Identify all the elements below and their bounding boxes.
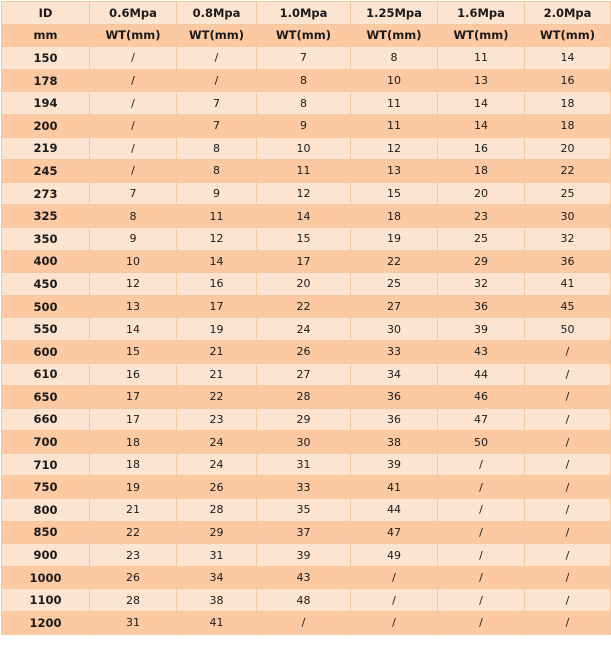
wall-thickness-cell: 7 [177,114,257,137]
wall-thickness-cell: 46 [438,386,525,409]
table-row [2,408,611,431]
header-row-pressure [2,2,611,25]
wall-thickness-cell: 25 [525,182,611,205]
wall-thickness-cell: 30 [257,431,351,454]
wall-thickness-cell: 41 [351,476,438,499]
wall-thickness-cell: 15 [257,227,351,250]
wall-thickness-cell: 24 [177,453,257,476]
wall-thickness-cell: 31 [177,544,257,567]
wall-thickness-cell: / [438,612,525,635]
row-id-cell: 850 [2,521,90,544]
wall-thickness-cell: 9 [257,114,351,137]
row-id-cell: 219 [2,137,90,160]
header-unit-wt: WT(mm) [438,24,525,47]
wall-thickness-cell: 7 [257,47,351,70]
wall-thickness-cell: / [438,544,525,567]
header-unit-wt: WT(mm) [351,24,438,47]
wall-thickness-cell: / [90,114,177,137]
wall-thickness-cell: 33 [257,476,351,499]
row-id-cell: 400 [2,250,90,273]
wall-thickness-cell: 21 [90,499,177,522]
wall-thickness-cell: 16 [438,137,525,160]
row-id-cell: 700 [2,431,90,454]
wall-thickness-cell: 11 [351,92,438,115]
wall-thickness-cell: / [257,612,351,635]
row-id-cell: 350 [2,227,90,250]
wall-thickness-cell: 34 [177,566,257,589]
row-id-cell: 150 [2,47,90,70]
wall-thickness-cell: 7 [90,182,177,205]
row-id-cell: 245 [2,160,90,183]
wall-thickness-cell: / [351,589,438,612]
wall-thickness-cell: 47 [438,408,525,431]
wall-thickness-cell: 50 [438,431,525,454]
wall-thickness-cell: / [525,431,611,454]
header-pressure-1-0: 1.0Mpa [257,2,351,25]
wall-thickness-cell: / [90,92,177,115]
wall-thickness-cell: 25 [438,227,525,250]
wall-thickness-cell: 28 [90,589,177,612]
header-pressure-0-8: 0.8Mpa [177,2,257,25]
row-id-cell: 650 [2,386,90,409]
wall-thickness-cell: 33 [351,340,438,363]
wall-thickness-cell: 17 [90,386,177,409]
table-row [2,499,611,522]
wall-thickness-cell: / [525,589,611,612]
wall-thickness-cell: 19 [177,318,257,341]
table-row [2,295,611,318]
table-row [2,182,611,205]
wall-thickness-cell: 22 [351,250,438,273]
wall-thickness-cell: 8 [177,137,257,160]
wall-thickness-cell: 44 [351,499,438,522]
wall-thickness-cell: 14 [438,114,525,137]
wall-thickness-cell: 18 [90,453,177,476]
row-id-cell: 1100 [2,589,90,612]
wall-thickness-cell: 35 [257,499,351,522]
wall-thickness-cell: 11 [438,47,525,70]
wall-thickness-cell: / [438,499,525,522]
wall-thickness-cell: 29 [177,521,257,544]
table-row [2,521,611,544]
wall-thickness-cell: 39 [351,453,438,476]
wall-thickness-cell: 18 [90,431,177,454]
row-id-cell: 710 [2,453,90,476]
wall-thickness-cell: 39 [257,544,351,567]
table-row [2,273,611,296]
wall-thickness-cell: 23 [177,408,257,431]
wall-thickness-cell: / [525,340,611,363]
table-row [2,544,611,567]
wall-thickness-cell: / [351,612,438,635]
wall-thickness-cell: 36 [525,250,611,273]
wall-thickness-cell: 50 [525,318,611,341]
wall-thickness-cell: 12 [257,182,351,205]
wall-thickness-cell: 12 [351,137,438,160]
wall-thickness-cell: / [438,589,525,612]
wall-thickness-cell: / [525,408,611,431]
wall-thickness-cell: 22 [257,295,351,318]
wall-thickness-cell: 20 [525,137,611,160]
header-row-units [2,24,611,47]
wall-thickness-cell: 41 [177,612,257,635]
wall-thickness-cell: 11 [177,205,257,228]
wall-thickness-cell: 17 [257,250,351,273]
wall-thickness-cell: / [90,160,177,183]
wall-thickness-cell: 30 [351,318,438,341]
table-row [2,612,611,635]
wall-thickness-cell: 22 [525,160,611,183]
wall-thickness-cell: 27 [257,363,351,386]
row-id-cell: 325 [2,205,90,228]
table-row [2,227,611,250]
wall-thickness-cell: / [351,566,438,589]
table-body [2,47,611,634]
wall-thickness-cell: 25 [351,273,438,296]
wall-thickness-cell: 43 [438,340,525,363]
table-row [2,431,611,454]
row-id-cell: 200 [2,114,90,137]
header-pressure-1-6: 1.6Mpa [438,2,525,25]
wall-thickness-cell: / [525,499,611,522]
table-header [2,2,611,47]
wall-thickness-cell: 45 [525,295,611,318]
wall-thickness-cell: 8 [351,47,438,70]
row-id-cell: 900 [2,544,90,567]
wall-thickness-cell: / [525,386,611,409]
wall-thickness-cell: / [438,566,525,589]
wall-thickness-cell: 32 [525,227,611,250]
wall-thickness-cell: 13 [90,295,177,318]
wall-thickness-cell: 17 [177,295,257,318]
table-row [2,250,611,273]
wall-thickness-cell: 30 [525,205,611,228]
header-unit-wt: WT(mm) [525,24,611,47]
row-id-cell: 178 [2,69,90,92]
header-pressure-2-0: 2.0Mpa [525,2,611,25]
wall-thickness-cell: 26 [90,566,177,589]
table-row [2,47,611,70]
table-row [2,114,611,137]
wall-thickness-cell: 26 [177,476,257,499]
wall-thickness-cell: 8 [257,92,351,115]
wall-thickness-cell: 16 [90,363,177,386]
wall-thickness-cell: 11 [257,160,351,183]
wall-thickness-cell: 28 [257,386,351,409]
row-id-cell: 450 [2,273,90,296]
wall-thickness-cell: / [525,476,611,499]
row-id-cell: 500 [2,295,90,318]
wall-thickness-cell: 38 [351,431,438,454]
row-id-cell: 1000 [2,566,90,589]
wall-thickness-cell: 8 [177,160,257,183]
wall-thickness-cell: 14 [438,92,525,115]
header-pressure-0-6: 0.6Mpa [90,2,177,25]
wall-thickness-cell: 17 [90,408,177,431]
table-row [2,69,611,92]
wall-thickness-cell: 18 [438,160,525,183]
wall-thickness-cell: 37 [257,521,351,544]
wall-thickness-cell: 36 [351,386,438,409]
wall-thickness-cell: 16 [177,273,257,296]
table-row [2,340,611,363]
wall-thickness-cell: / [90,69,177,92]
table-row [2,160,611,183]
wall-thickness-cell: 44 [438,363,525,386]
header-unit-wt: WT(mm) [177,24,257,47]
row-id-cell: 194 [2,92,90,115]
wall-thickness-cell: 8 [90,205,177,228]
row-id-cell: 550 [2,318,90,341]
row-id-cell: 660 [2,408,90,431]
header-unit-mm: mm [2,24,90,47]
table-row [2,453,611,476]
wall-thickness-cell: 18 [351,205,438,228]
wall-thickness-cell: 21 [177,363,257,386]
table-row [2,205,611,228]
header-unit-wt: WT(mm) [257,24,351,47]
wall-thickness-cell: 31 [90,612,177,635]
wall-thickness-cell: / [525,612,611,635]
header-id: ID [2,2,90,25]
wall-thickness-cell: / [525,521,611,544]
wall-thickness-table [1,1,611,635]
wall-thickness-cell: 7 [177,92,257,115]
wall-thickness-cell: 31 [257,453,351,476]
wall-thickness-cell: 34 [351,363,438,386]
table-row [2,589,611,612]
wall-thickness-cell: / [525,453,611,476]
wall-thickness-cell: 10 [257,137,351,160]
wall-thickness-cell: 12 [177,227,257,250]
table-row [2,137,611,160]
wall-thickness-cell: 15 [90,340,177,363]
wall-thickness-cell: 9 [177,182,257,205]
table-row [2,386,611,409]
wall-thickness-cell: 13 [438,69,525,92]
wall-thickness-cell: / [177,69,257,92]
wall-thickness-cell: / [438,453,525,476]
header-pressure-1-25: 1.25Mpa [351,2,438,25]
wall-thickness-cell: 13 [351,160,438,183]
row-id-cell: 750 [2,476,90,499]
wall-thickness-cell: / [525,544,611,567]
wall-thickness-cell: 9 [90,227,177,250]
table-row [2,92,611,115]
wall-thickness-cell: / [90,47,177,70]
wall-thickness-cell: 41 [525,273,611,296]
wall-thickness-cell: 10 [90,250,177,273]
row-id-cell: 1200 [2,612,90,635]
header-unit-wt: WT(mm) [90,24,177,47]
row-id-cell: 600 [2,340,90,363]
wall-thickness-cell: 11 [351,114,438,137]
wall-thickness-cell: 26 [257,340,351,363]
table-row [2,318,611,341]
wall-thickness-cell: / [90,137,177,160]
wall-thickness-cell: 22 [90,521,177,544]
wall-thickness-cell: 48 [257,589,351,612]
wall-thickness-cell: / [438,521,525,544]
wall-thickness-cell: 43 [257,566,351,589]
wall-thickness-cell: 23 [90,544,177,567]
wall-thickness-cell: 16 [525,69,611,92]
wall-thickness-cell: 18 [525,114,611,137]
table-row [2,566,611,589]
row-id-cell: 610 [2,363,90,386]
wall-thickness-cell: 32 [438,273,525,296]
wall-thickness-cell: 36 [351,408,438,431]
wall-thickness-cell: 14 [177,250,257,273]
wall-thickness-cell: 24 [257,318,351,341]
wall-thickness-cell: 29 [438,250,525,273]
wall-thickness-cell: 14 [90,318,177,341]
wall-thickness-cell: / [177,47,257,70]
wall-thickness-cell: 14 [257,205,351,228]
wall-thickness-cell: 8 [257,69,351,92]
wall-thickness-cell: 22 [177,386,257,409]
wall-thickness-cell: / [438,476,525,499]
table-row [2,476,611,499]
wall-thickness-cell: 39 [438,318,525,341]
wall-thickness-cell: / [525,363,611,386]
wall-thickness-cell: 19 [90,476,177,499]
wall-thickness-cell: 29 [257,408,351,431]
wall-thickness-cell: 23 [438,205,525,228]
wall-thickness-cell: 21 [177,340,257,363]
wall-thickness-cell: 28 [177,499,257,522]
wall-thickness-cell: 19 [351,227,438,250]
wall-thickness-cell: 38 [177,589,257,612]
wall-thickness-cell: 27 [351,295,438,318]
wall-thickness-cell: 18 [525,92,611,115]
row-id-cell: 273 [2,182,90,205]
wall-thickness-cell: / [525,566,611,589]
row-id-cell: 800 [2,499,90,522]
table-row [2,363,611,386]
wall-thickness-cell: 14 [525,47,611,70]
wall-thickness-cell: 10 [351,69,438,92]
wall-thickness-cell: 24 [177,431,257,454]
wall-thickness-cell: 49 [351,544,438,567]
wall-thickness-cell: 20 [257,273,351,296]
wall-thickness-cell: 47 [351,521,438,544]
wall-thickness-cell: 12 [90,273,177,296]
wall-thickness-cell: 36 [438,295,525,318]
wall-thickness-cell: 20 [438,182,525,205]
wall-thickness-cell: 15 [351,182,438,205]
